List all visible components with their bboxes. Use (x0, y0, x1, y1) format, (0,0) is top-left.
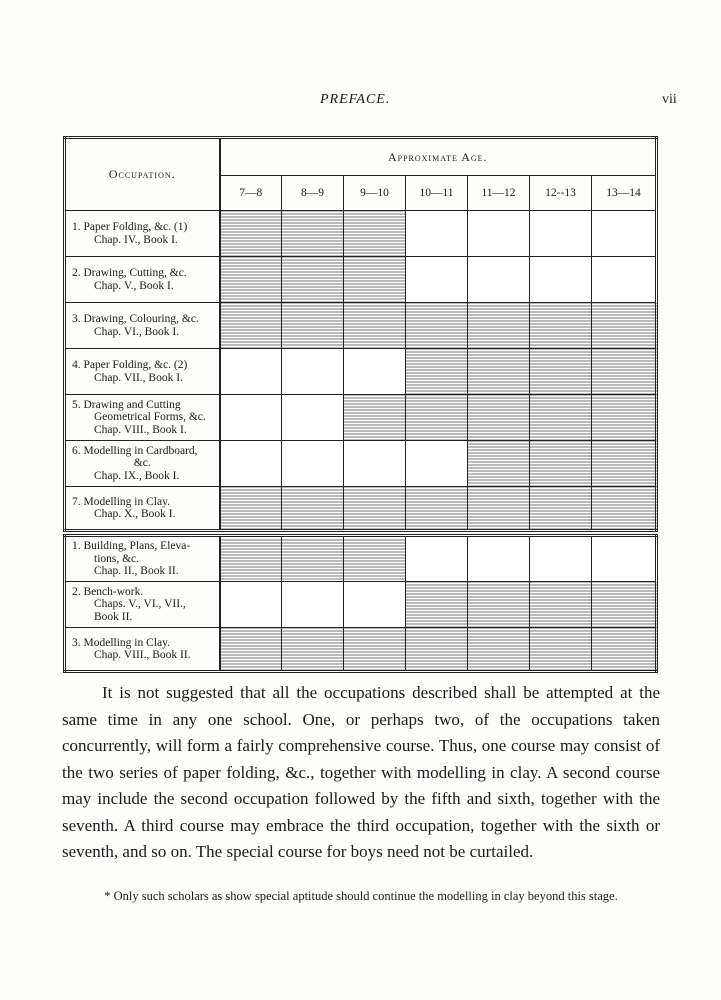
occupation-line: 1. Paper Folding, &c. (1) (72, 221, 188, 233)
table-row (65, 628, 657, 672)
age-cell-empty (592, 257, 657, 303)
age-cell-shaded (220, 257, 282, 303)
age-cell-shaded (468, 395, 530, 441)
age-cell-shaded (468, 628, 530, 672)
age-cell-shaded (220, 303, 282, 349)
age-cell-shaded (468, 303, 530, 349)
age-cell-shaded (344, 395, 406, 441)
age-cell-shaded (220, 536, 282, 582)
age-cell-empty (468, 257, 530, 303)
occupation-line: 3. Drawing, Colouring, &c. (72, 313, 199, 325)
occupation-cell (65, 395, 220, 441)
age-cell-shaded (406, 487, 468, 531)
running-head (0, 92, 721, 112)
occupation-line: 2. Drawing, Cutting, &c. (72, 267, 187, 279)
age-cell-shaded (592, 349, 657, 395)
age-cell-shaded (282, 487, 344, 531)
table-row (65, 536, 657, 582)
occupation-line: 3. Modelling in Clay. (72, 636, 170, 649)
age-cell-empty (220, 582, 282, 628)
age-cell-empty (530, 257, 592, 303)
age-cell-shaded (592, 303, 657, 349)
age-cell-shaded (344, 487, 406, 531)
page-title: PREFACE. (320, 92, 391, 107)
occupation-line: Chap. X., Book I. (94, 508, 176, 520)
age-cell-shaded (592, 628, 657, 672)
age-cell-shaded (468, 349, 530, 395)
age-cell-shaded (530, 303, 592, 349)
age-cell-empty (406, 257, 468, 303)
age-cell-shaded (530, 441, 592, 487)
page-number: vii (662, 92, 677, 107)
occupation-cell (65, 349, 220, 395)
age-cell-empty (344, 349, 406, 395)
occupation-line: 7. Modelling in Clay. (72, 495, 170, 508)
table-row (65, 257, 657, 303)
age-cell-shaded (530, 395, 592, 441)
age-cell-shaded (592, 395, 657, 441)
table-row (65, 349, 657, 395)
age-cell-shaded (468, 487, 530, 531)
age-cell-empty (530, 536, 592, 582)
occupation-line: Chap. V., Book I. (94, 279, 174, 292)
occupation-line: Chap. II., Book II. (94, 565, 179, 578)
age-cell-shaded (592, 487, 657, 531)
table-row (65, 441, 657, 487)
age-cell-shaded (406, 628, 468, 672)
occupation-cell (65, 582, 220, 628)
approximate-age-header: Approximate Age. (220, 138, 657, 176)
age-cell-empty (282, 349, 344, 395)
age-cell-shaded (530, 349, 592, 395)
age-cell-empty (220, 395, 282, 441)
age-cell-shaded (530, 628, 592, 672)
age-cell-empty (220, 349, 282, 395)
table-row (65, 582, 657, 628)
age-cell-shaded (220, 211, 282, 257)
age-cell-shaded (344, 628, 406, 672)
table-row (65, 211, 657, 257)
occupation-cell (65, 628, 220, 672)
age-cell-shaded (406, 395, 468, 441)
occupation-line: 2. Bench-work. (72, 585, 144, 598)
occupation-line: Book II. (94, 610, 133, 623)
occupation-line: Chap. VI., Book I. (94, 325, 180, 338)
footnote: * Only such scholars as show special aptitude should continue the modelling in clay beyond this stage. (104, 889, 618, 903)
occupation-line: 5. Drawing and Cutting (72, 398, 181, 411)
age-cell-shaded (282, 536, 344, 582)
age-cell-shaded (282, 257, 344, 303)
occupation-line: Chap. VII., Book I. (94, 371, 183, 384)
age-cell-shaded (530, 487, 592, 531)
age-cell-shaded (406, 582, 468, 628)
age-cell-shaded (344, 257, 406, 303)
occupation-line: Chap. IV., Book I. (94, 233, 178, 246)
occupation-line: &c. (133, 457, 151, 470)
age-cell-shaded (344, 536, 406, 582)
age-cell-empty (468, 536, 530, 582)
occupation-cell (65, 257, 220, 303)
age-cell-shaded (468, 441, 530, 487)
age-cell-empty (406, 536, 468, 582)
occupation-age-table (63, 136, 658, 532)
age-cell-shaded (344, 303, 406, 349)
age-cell-shaded (220, 628, 282, 672)
occupation-column-header: Occupation. (65, 138, 220, 211)
occupation-line: 4. Paper Folding, &c. (2) (72, 359, 188, 371)
age-cell-empty (530, 211, 592, 257)
age-column-header: 11—12 (468, 176, 530, 211)
age-cell-shaded (406, 303, 468, 349)
age-cell-empty (406, 441, 468, 487)
occupation-line: Chap. VIII., Book II. (94, 649, 191, 661)
table-row (65, 487, 657, 531)
age-column-header: 9—10 (344, 176, 406, 211)
age-cell-shaded (282, 211, 344, 257)
body-paragraph: It is not suggested that all the occupations described shall be attempted at the same time in any one school. One, or perhaps two, of the occupations taken concurrently, will form a fairly comprehensive course. Thus, one course may consist of the two series of paper folding, &c., together with modelling in clay. A second course may include the second occupation followed by the fifth and sixth, together with the seventh. A third course may embrace the third occupation, together with the sixth or seventh, and so on. The special course for boys need not be curtailed. (62, 683, 660, 861)
age-cell-shaded (592, 582, 657, 628)
age-column-header: 10—11 (406, 176, 468, 211)
age-column-header: 7—8 (220, 176, 282, 211)
age-column-header: 13—14 (592, 176, 657, 211)
age-cell-shaded (282, 303, 344, 349)
age-cell-shaded (220, 487, 282, 531)
age-cell-empty (406, 211, 468, 257)
occupation-cell (65, 536, 220, 582)
age-cell-empty (282, 441, 344, 487)
table-row (65, 395, 657, 441)
age-cell-shaded (468, 582, 530, 628)
occupation-line: Chap. IX., Book I. (94, 469, 180, 482)
age-cell-shaded (406, 349, 468, 395)
part-two-occupation-table (63, 534, 658, 673)
occupation-cell (65, 441, 220, 487)
occupation-line: tions, &c. (94, 552, 140, 565)
age-cell-empty (344, 441, 406, 487)
age-cell-empty (592, 536, 657, 582)
age-cell-empty (592, 211, 657, 257)
age-column-header: 12--13 (530, 176, 592, 211)
occupation-cell (65, 211, 220, 257)
occupation-cell (65, 487, 220, 531)
age-cell-empty (282, 395, 344, 441)
age-column-header: 8—9 (282, 176, 344, 211)
age-cell-shaded (344, 211, 406, 257)
age-cell-shaded (282, 628, 344, 672)
age-cell-empty (468, 211, 530, 257)
age-cell-shaded (530, 582, 592, 628)
age-cell-empty (344, 582, 406, 628)
age-cell-empty (282, 582, 344, 628)
occupation-line: Chaps. V., VI., VII., (94, 598, 186, 611)
occupation-line: 6. Modelling in Cardboard, (72, 444, 198, 457)
occupation-line: Chap. VIII., Book I. (94, 423, 187, 436)
occupation-line: 1. Building, Plans, Eleva- (72, 540, 191, 553)
age-cell-shaded (592, 441, 657, 487)
occupation-cell (65, 303, 220, 349)
table-row (65, 303, 657, 349)
occupation-line: Geometrical Forms, &c. (94, 411, 206, 424)
age-cell-empty (220, 441, 282, 487)
